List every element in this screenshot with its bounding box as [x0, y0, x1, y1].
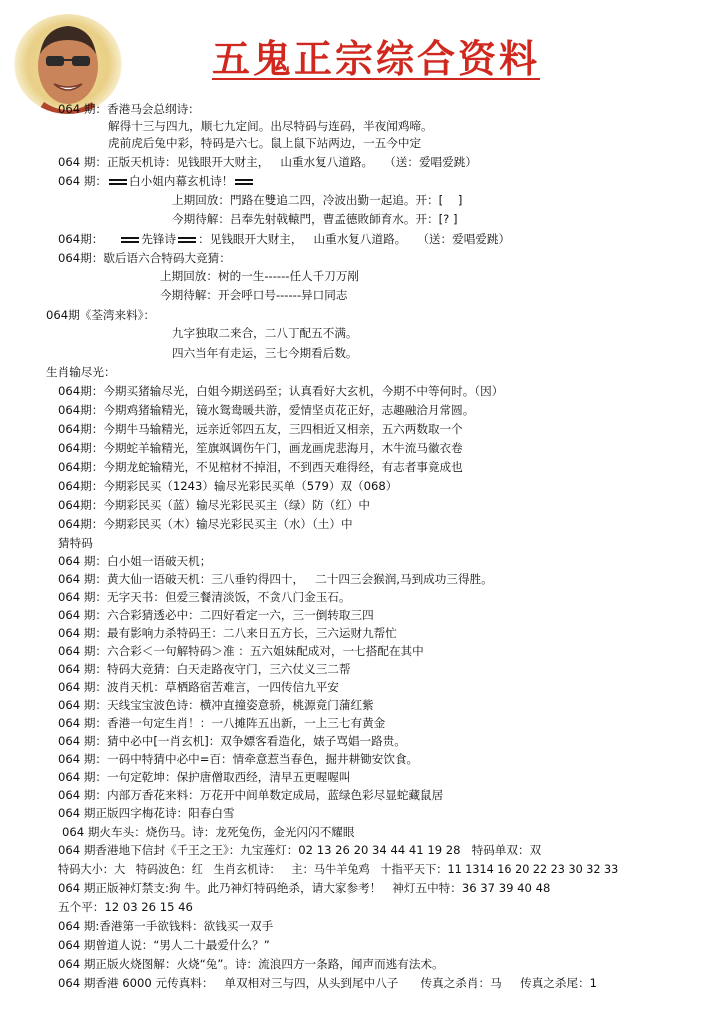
page-title: 五鬼正宗综合资料 [212, 36, 541, 81]
text-line: 解得十三与四九，顺七九定间。出尽特码与连码，半夜闻鸡啼。 [108, 119, 433, 133]
text-line: 064期：歇后语六合特码大竞猜： [58, 251, 231, 265]
double-bar-icon [235, 179, 253, 185]
text-line: 064 期香港 6000 元传真料： 单双相对三与四，从头到尾中八子 传真之杀肖：马 传真之杀尾：1 [58, 976, 598, 990]
avatar [14, 14, 122, 114]
line-body: ：见钱眼开大财主， 山重水复八道路。 （送：爱唱爱跳） [198, 232, 511, 246]
text-line: 064 期正版四字梅花诗：阳春白雪 [58, 806, 235, 820]
text-line: 今期待解：吕奉先射戟轅門，曹孟德敗師育水。开：[? ] [172, 212, 458, 226]
line-prefix: 064 期： [58, 174, 108, 188]
text-line: 064 期：正版天机诗：见钱眼开大财主， 山重水复八道路。 （送：爱唱爱跳） [58, 155, 477, 169]
line-heading: 白小姐内幕玄机诗！ [129, 174, 234, 188]
text-line: 五个平：12 03 26 15 46 [58, 900, 193, 914]
text-line: 特码大小：大 特码波色：红 生肖玄机诗： 主：马牛羊兔鸡 十指平天下：11 1314 16 20 22 23 30 32 33 [58, 863, 619, 876]
text-line: 064 期：一码中特猜中必中=百：情牵意惹当春色，掘井耕锄安饮食。 [58, 752, 419, 766]
text-line: 虎前虎后兔中彩，特码是六七。鼠上鼠下站两边，一五今中定 [108, 136, 422, 150]
text-line: 064 期曾道人说：“男人二十最爱什么？” [58, 938, 270, 952]
text-line: 064 期：无字天书：但爱三餐清淡饭，不贪八门金玉石。 [58, 590, 351, 604]
text-line: 064期：今期彩民买（蓝）输尽光彩民买主（绿）防（红）中 [58, 498, 370, 512]
text-line: 064期：今期鸡猪输精光，镜水鸳鸯暖共游，爱情坚贞花正好，志趣融洽月常圆。 [58, 403, 475, 417]
section-heading: 猜特码 [58, 536, 93, 550]
double-bar-icon [178, 237, 196, 243]
text-line: 064 期：一句定乾坤：保护唐僧取西经，清早五更喔喔叫 [58, 770, 351, 784]
text-line: 064 期：最有影响力杀特码王：二八来日五方长，三六运财九帮忙 [58, 626, 397, 640]
text-line: 064 期：天线宝宝波色诗：横冲直撞姿意骄，桃源竟门蒲红紫 [58, 698, 374, 712]
section-heading: 生肖输尽光： [46, 365, 116, 379]
text-line: 九字独取二来合，二八丁配五不满。 [172, 326, 358, 340]
text-line [58, 231, 510, 248]
text-line: 064期：今期彩民买（1243）输尽光彩民买单（579）双（068） [58, 479, 398, 493]
double-bar-icon [121, 237, 139, 243]
text-line: 064 期香港地下信封《千王之王》：九宝莲灯：02 13 26 20 34 44 41 19 28 特码单双：双 [58, 843, 542, 857]
text-line: 064 期:香港第一手欲钱料：欲钱买一双手 [58, 919, 274, 933]
text-line: 四六当年有走运，三七今期看后数。 [172, 346, 358, 360]
text-line: 064 期：香港马会总纲诗： [58, 102, 200, 116]
text-line: 064期：今期龙蛇输精光，不见棺材不掉泪，不到西天难得经，有志者事竟成也 [58, 460, 463, 474]
face-photo-icon [14, 14, 122, 114]
text-line: 064 期火车头：烧伤马。诗：龙死兔伤，金光闪闪不耀眼 [62, 825, 355, 839]
text-line: 064 期：黄大仙一语破天机：三八垂钓得四十， 二十四三会猴润,马到成功三得胜。 [58, 572, 493, 586]
text-line: 上期回放：門路在雙追二四，冷波出勤一起追。开：[ ] [172, 193, 463, 207]
text-line: 064期：今期买猪输尽光，白姐今期送码至；认真看好大玄机，今期不中等何时。（因） [58, 384, 504, 398]
text-line: 064期：今期牛马输精光，远亲近邻四五友，三四相近又相亲，五六两数取一个 [58, 422, 463, 436]
text-line: 064 期：六合彩猜透必中：二四好看定一六，三一倒转取三四 [58, 608, 374, 622]
text-line: 064 期：波肖天机：草栖路宿苦难言，一四传信九平安 [58, 680, 339, 694]
text-line: 064期：今期彩民买（木）输尽光彩民买主（水）（土）中 [58, 517, 353, 531]
text-line: 064 期：特码大竞猜：白天走路夜守门，三六仗义三二帮 [58, 662, 351, 676]
text-line: 064 期正版神灯禁支:狗 牛。此乃神灯特码绝杀，请大家参考！ 神灯五中特：36 37 39 40 48 [58, 881, 551, 895]
line-prefix: 064期： [58, 232, 104, 246]
text-line: 今期待解：开会呼口号------异口同志 [160, 288, 348, 302]
text-line: 064 期：内部万香花来料：万花开中间单数定成局，蓝绿色彩尽显蛇藏鼠居 [58, 788, 444, 802]
double-bar-icon [109, 179, 127, 185]
text-line: 064 期：白小姐一语破天机； [58, 554, 212, 568]
text-line: 064 期正版火烧图解：火烧“兔”。诗：流浪四方一条路，闻声而逃有法术。 [58, 957, 444, 971]
text-line: 064 期：香港一句定生肖！：一八摊阵五出新，一上三七有黄金 [58, 716, 386, 730]
text-line: 064 期：猜中必中[一肖玄机]：双争嫖客看造化，婊子骂娼一路贵。 [58, 734, 406, 748]
text-line: 上期回放：树的一生------任人千刀万剐 [160, 269, 360, 283]
text-line: 064 期：六合彩＜一句解特码＞准 ：五六姐妹配成对，一七搭配在其中 [58, 644, 424, 658]
text-line: 064期：今期蛇羊输精光，笙旗飒调伤午门，画龙画虎悲海月，木牛流马徽衣卷 [58, 441, 463, 455]
text-line: 064期《荃湾来料》： [46, 308, 156, 322]
line-heading: 先锋诗 [141, 232, 177, 246]
text-line [58, 173, 255, 190]
